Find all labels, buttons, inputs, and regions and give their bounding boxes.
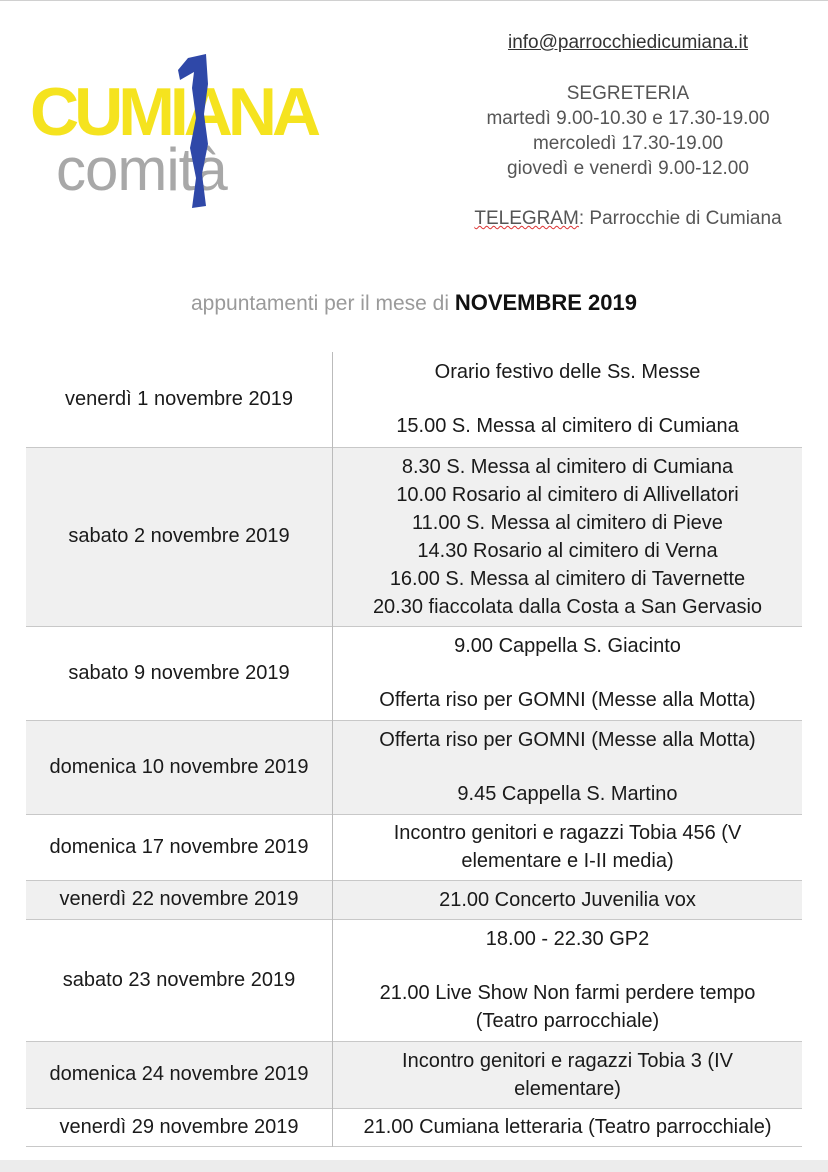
schedule-row bbox=[26, 447, 802, 626]
logo-sub-text: comità bbox=[56, 136, 227, 203]
top-border bbox=[0, 0, 828, 1]
heading-month: NOVEMBRE 2019 bbox=[454, 290, 637, 315]
event-spacer bbox=[337, 386, 798, 412]
schedule-events bbox=[333, 919, 803, 1041]
heading-prefix: appuntamenti per il mese di bbox=[191, 292, 455, 315]
schedule-date: venerdì 22 novembre 2019 bbox=[26, 880, 333, 919]
page-heading bbox=[0, 290, 828, 316]
hours-line-2: mercoledì 17.30-19.00 bbox=[532, 133, 724, 154]
event-line: 21.00 Cumiana letteraria (Teatro parrocchiale) bbox=[363, 1116, 772, 1138]
event-line: Incontro genitori e ragazzi Tobia 3 (IV bbox=[402, 1049, 733, 1072]
event-spacer bbox=[337, 660, 798, 686]
schedule-events bbox=[333, 880, 803, 919]
event-line: 21.00 Concerto Juvenilia vox bbox=[439, 888, 696, 911]
schedule-events bbox=[333, 720, 803, 814]
logo-main-text: CUMIANA bbox=[30, 74, 317, 150]
telegram-value: : Parrocchie di Cumiana bbox=[578, 208, 782, 229]
event-line: Orario festivo delle Ss. Messe bbox=[434, 361, 701, 384]
contacts-block bbox=[440, 30, 816, 231]
schedule-row bbox=[26, 1041, 802, 1108]
cumiana-logo bbox=[20, 50, 340, 210]
schedule-row bbox=[26, 626, 802, 720]
event-line: 9.00 Cappella S. Giacinto bbox=[454, 635, 681, 657]
event-line: Incontro genitori e ragazzi Tobia 456 (V bbox=[393, 822, 742, 844]
hours-line-3: giovedì e venerdì 9.00-12.00 bbox=[507, 158, 749, 179]
event-line: 14.30 Rosario al cimitero di Verna bbox=[417, 539, 718, 562]
hours-line-1: martedì 9.00-10.30 e 17.30-19.00 bbox=[486, 108, 770, 129]
event-line: 11.00 S. Messa al cimitero di Pieve bbox=[412, 511, 723, 534]
schedule-row bbox=[26, 352, 802, 447]
logo-number-one-icon bbox=[166, 54, 216, 210]
schedule-row bbox=[26, 720, 802, 814]
schedule-date: domenica 24 novembre 2019 bbox=[26, 1041, 333, 1108]
telegram-label: TELEGRAM bbox=[474, 208, 579, 229]
schedule-events bbox=[333, 814, 803, 880]
schedule-table bbox=[26, 352, 802, 1147]
event-line: 16.00 S. Messa al cimitero di Tavernette bbox=[389, 567, 746, 590]
schedule-date: sabato 23 novembre 2019 bbox=[26, 919, 333, 1041]
schedule-row bbox=[26, 814, 802, 880]
schedule-date: domenica 17 novembre 2019 bbox=[26, 814, 333, 880]
schedule-events bbox=[333, 352, 803, 447]
event-line: 10.00 Rosario al cimitero di Allivellatori bbox=[396, 483, 739, 506]
email-link[interactable]: info@parrocchiedicumiana.it bbox=[507, 32, 748, 53]
event-spacer bbox=[337, 953, 798, 979]
schedule-date: venerdì 1 novembre 2019 bbox=[26, 352, 333, 447]
schedule-events bbox=[333, 1041, 803, 1108]
event-line: 15.00 S. Messa al cimitero di Cumiana bbox=[396, 415, 739, 438]
event-line: 8.30 S. Messa al cimitero di Cumiana bbox=[401, 455, 734, 478]
schedule-row bbox=[26, 1108, 802, 1146]
event-line: elementare) bbox=[514, 1077, 621, 1100]
schedule-date: venerdì 29 novembre 2019 bbox=[26, 1108, 333, 1146]
schedule-row bbox=[26, 880, 802, 919]
schedule-date: sabato 9 novembre 2019 bbox=[26, 626, 333, 720]
schedule-row bbox=[26, 919, 802, 1041]
event-line: elementare e I-II media) bbox=[461, 850, 674, 872]
event-line: 18.00 - 22.30 GP2 bbox=[485, 928, 650, 950]
segreteria-title: SEGRETERIA bbox=[566, 83, 690, 104]
event-line: 20.30 fiaccolata dalla Costa a San Gervasio bbox=[372, 595, 763, 618]
event-line: 9.45 Cappella S. Martino bbox=[457, 783, 678, 805]
bottom-band bbox=[0, 1160, 828, 1172]
schedule-events bbox=[333, 626, 803, 720]
schedule-events bbox=[333, 447, 803, 626]
event-line: (Teatro parrocchiale) bbox=[475, 1010, 660, 1032]
telegram-line bbox=[440, 206, 816, 231]
event-line: Offerta riso per GOMNI (Messe alla Motta) bbox=[379, 689, 756, 711]
event-spacer bbox=[337, 754, 798, 780]
schedule-date: sabato 2 novembre 2019 bbox=[26, 447, 333, 626]
schedule-date: domenica 10 novembre 2019 bbox=[26, 720, 333, 814]
event-line: Offerta riso per GOMNI (Messe alla Motta) bbox=[379, 729, 756, 751]
schedule-events bbox=[333, 1108, 803, 1146]
event-line: 21.00 Live Show Non farmi perdere tempo bbox=[379, 982, 756, 1004]
